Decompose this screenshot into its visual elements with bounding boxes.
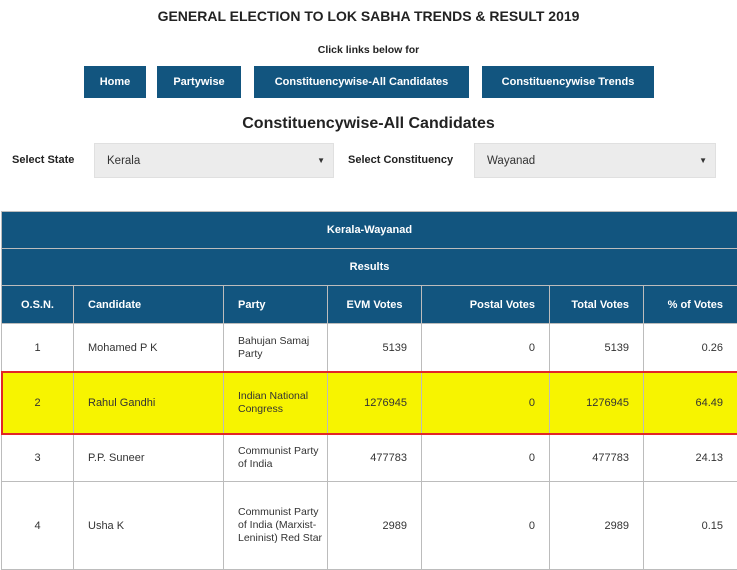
party-cell: Bahujan Samaj Party <box>224 324 328 372</box>
table-row <box>2 434 737 482</box>
evm-votes-cell: 477783 <box>328 434 422 482</box>
chevron-down-icon: ▼ <box>699 156 707 165</box>
osn-cell: 1 <box>2 324 74 372</box>
table-row <box>2 324 737 372</box>
candidate-cell: Usha K <box>74 482 224 570</box>
constituency-label: Select Constituency <box>348 154 453 166</box>
column-header-postal-votes: Postal Votes <box>422 286 550 324</box>
page-title: GENERAL ELECTION TO LOK SABHA TRENDS & RESULT 2019 <box>0 8 737 24</box>
candidate-cell: P.P. Suneer <box>74 434 224 482</box>
postal-votes-cell: 0 <box>422 434 550 482</box>
candidate-cell: Rahul Gandhi <box>74 372 224 434</box>
party-cell: Communist Party of India (Marxist-Leninist) Red Star <box>224 482 328 570</box>
total-votes-cell: 477783 <box>550 434 644 482</box>
total-votes-cell: 1276945 <box>550 372 644 434</box>
party-cell: Indian National Congress <box>224 372 328 434</box>
percent-votes-cell: 24.13 <box>644 434 737 482</box>
postal-votes-cell: 0 <box>422 482 550 570</box>
constituency-select[interactable] <box>474 143 716 178</box>
evm-votes-cell: 1276945 <box>328 372 422 434</box>
percent-votes-cell: 0.26 <box>644 324 737 372</box>
postal-votes-cell: 0 <box>422 324 550 372</box>
section-title: Constituencywise-All Candidates <box>0 115 737 133</box>
osn-cell: 3 <box>2 434 74 482</box>
column-header-candidate: Candidate <box>74 286 224 324</box>
results-table <box>1 211 737 570</box>
column-header-osn: O.S.N. <box>2 286 74 324</box>
constituency-select-value: Wayanad <box>487 155 535 167</box>
home-button[interactable]: Home <box>84 66 146 98</box>
partywise-button[interactable]: Partywise <box>157 66 241 98</box>
constituencywise-trends-button[interactable]: Constituencywise Trends <box>482 66 654 98</box>
chevron-down-icon: ▼ <box>317 156 325 165</box>
total-votes-cell: 2989 <box>550 482 644 570</box>
candidate-cell: Mohamed P K <box>74 324 224 372</box>
osn-cell: 4 <box>2 482 74 570</box>
percent-votes-cell: 0.15 <box>644 482 737 570</box>
links-caption: Click links below for <box>0 44 737 56</box>
state-select-value: Kerala <box>107 155 140 167</box>
column-header-evm-votes: EVM Votes <box>328 286 422 324</box>
postal-votes-cell: 0 <box>422 372 550 434</box>
evm-votes-cell: 5139 <box>328 324 422 372</box>
table-row <box>2 482 737 570</box>
column-header-party: Party <box>224 286 328 324</box>
party-cell: Communist Party of India <box>224 434 328 482</box>
column-header-total-votes: Total Votes <box>550 286 644 324</box>
state-select[interactable] <box>94 143 334 178</box>
state-label: Select State <box>12 154 74 166</box>
results-header: Results <box>2 249 737 286</box>
table-row-highlighted <box>2 372 737 434</box>
constituency-header: Kerala-Wayanad <box>2 212 737 249</box>
column-header-percent-votes: % of Votes <box>644 286 737 324</box>
evm-votes-cell: 2989 <box>328 482 422 570</box>
constituencywise-all-candidates-button[interactable]: Constituencywise-All Candidates <box>254 66 469 98</box>
percent-votes-cell: 64.49 <box>644 372 737 434</box>
total-votes-cell: 5139 <box>550 324 644 372</box>
osn-cell: 2 <box>2 372 74 434</box>
